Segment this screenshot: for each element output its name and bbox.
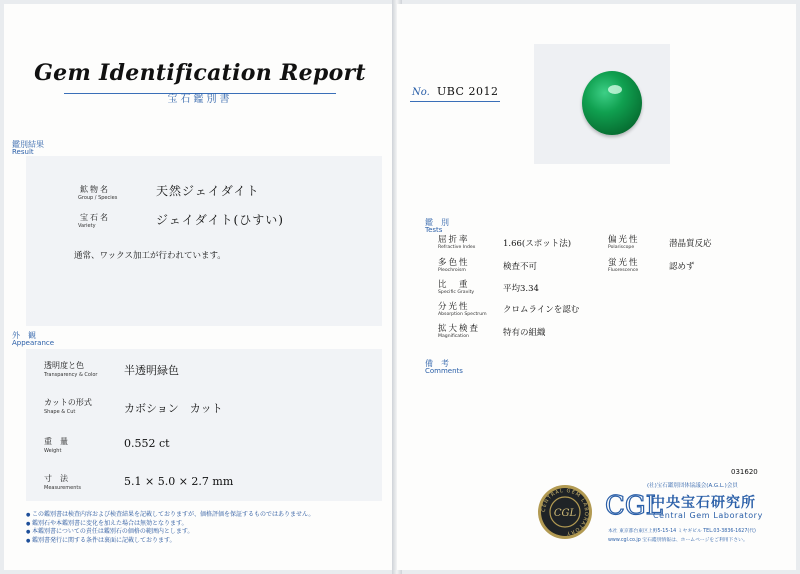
variety-label: 宝石名 [80,213,110,222]
association-text: (社)宝石鑑別団体協議会(A.G.L.)会員 [647,483,738,489]
result-heading-en: Result [12,148,34,156]
sg-label: 比 重 [438,280,470,290]
polariscope-label: 偏光性 [608,235,640,245]
report-number-label: No. [412,87,430,98]
address-block [608,527,794,545]
sg-value: 平均3.34 [503,284,539,294]
report-number-underline [410,101,500,102]
report-number-value: UBC 2012 [437,85,499,98]
gem-highlight [608,85,622,94]
website-link[interactable]: www.cgl.co.jp 宝石鑑別情報は、ホームページをご利用下さい。 [608,538,748,543]
footnote: ● 鑑別石や本鑑別書に変化を加えた場合は無効となります。 [26,520,386,529]
measurements-label: 寸 法 [44,474,68,483]
group-label-en: Group / Species [78,195,118,201]
magnification-value: 特有の組織 [503,328,546,338]
cut-label-en: Shape & Cut [44,409,76,415]
group-value: 天然ジェイダイト [156,184,260,198]
sg-label-en: Specific Gravity [438,290,475,295]
gem-photo [534,44,670,164]
seal-monogram: CGL [553,508,577,519]
laboratory-seal [537,484,593,540]
treatment-note: 通常、ワックス加工が行われています。 [74,251,226,261]
weight-label: 重 量 [44,437,68,446]
org-name-jp: 中央宝石研究所 [651,495,756,511]
variety-label-en: Variety [78,223,96,229]
weight-label-en: Weight [44,448,62,454]
cgl-logo-icon [603,487,663,521]
cut-value: カボション カット [124,402,223,415]
comments-heading: 備 考 [425,359,449,368]
fluorescence-value: 認めず [669,262,695,272]
polariscope-label-en: Polariscope [608,245,635,250]
pleochroism-label: 多色性 [438,258,470,268]
footnote: ● この鑑別書は検査内容および検査結果を記載しておりますが、価格評価を保証するものではありません。 [26,511,386,520]
report-subtitle-text: 宝石鑑別書 [160,94,241,105]
ri-label: 屈折率 [438,235,470,245]
right-page [397,4,796,570]
org-name-en: Central Gem Laboratory [653,511,763,520]
report-title: Gem Identification Report [34,60,366,86]
magnification-label: 拡大検査 [438,324,481,334]
magnification-label-en: Magnification [438,334,469,339]
serial-number: 031620 [731,468,758,476]
fluorescence-label: 蛍光性 [608,258,640,268]
group-label: 鉱物名 [80,185,110,194]
appearance-heading: 外 観 [12,331,36,340]
cgl-logo-text: CGL [605,491,663,521]
spectrum-label: 分光性 [438,302,470,312]
weight-value: 0.552 ct [124,437,170,450]
left-page [4,4,396,570]
footnotes [26,511,386,545]
footnote: ● 鑑別書発行に関する条件は裏面に記載しております。 [26,537,386,546]
cut-label: カットの形式 [44,398,92,407]
transparency-label: 透明度と色 [44,361,84,370]
appearance-heading-en: Appearance [12,339,55,347]
spectrum-label-en: Absorption Spectrum [438,312,487,317]
jadeite-cabochon-image [582,71,642,135]
tests-heading: 鑑 別 [425,218,449,227]
pleochroism-label-en: Pleochroism [438,268,466,273]
report-subtitle [4,87,396,106]
spectrum-value: クロムラインを認む [503,305,580,315]
transparency-value: 半透明緑色 [124,364,179,377]
tests-heading-en: Tests [425,226,443,234]
transparency-label-en: Transparency & Color [44,372,98,378]
seal-ring-text: CENTRAL GEM LABORATORY [540,487,590,537]
address-text: 本社 東京都台東区上野5-15-14 ミヤギビル TEL.03-3836-1627(代) [608,529,756,534]
measurements-value: 5.1 × 5.0 × 2.7 mm [124,475,234,488]
ri-label-en: Refractive Index [438,245,476,250]
measurements-label-en: Measurements [44,485,81,491]
pleochroism-value: 検査不可 [503,262,538,272]
fluorescence-label-en: Fluorescence [608,268,639,273]
result-heading: 鑑別結果 [12,140,44,149]
comments-heading-en: Comments [425,367,463,375]
variety-value: ジェイダイト(ひすい) [156,213,284,227]
footnote: ● 本鑑別書についての責任は鑑別石の価格の範囲内とします。 [26,528,386,537]
polariscope-value: 潜晶質反応 [669,239,712,249]
ri-value: 1.66(スポット法) [503,239,572,249]
